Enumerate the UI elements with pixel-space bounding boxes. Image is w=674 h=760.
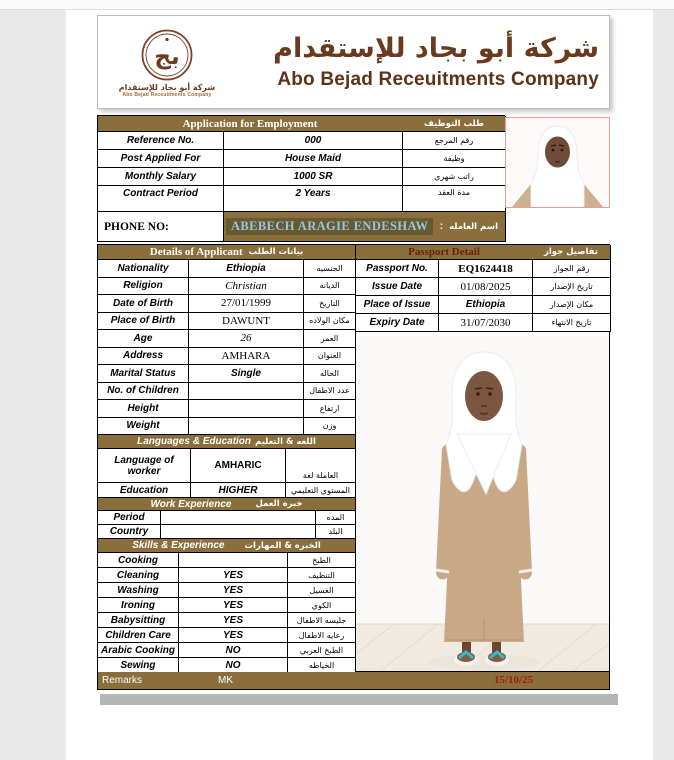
application-section-header <box>98 116 506 132</box>
remarks-date: 15/10/25 <box>494 674 534 686</box>
worker-name: ABEBECH ARAGIE ENDESHAW <box>226 218 433 235</box>
expiry-date-label-arabic: تاريخ الانتهاء <box>533 314 611 332</box>
passport-header-english: Passport Detail <box>408 246 480 258</box>
place-of-birth-value: DAWUNT <box>189 313 304 331</box>
country-value <box>161 525 316 539</box>
children-label-arabic: عدد الاطفال <box>304 383 356 401</box>
company-titles <box>236 31 609 93</box>
cleaning-value: YES <box>179 568 288 583</box>
company-logo <box>98 26 236 98</box>
date-of-birth-label: Date of Birth <box>98 295 189 313</box>
worker-name-bar <box>224 212 506 242</box>
education-label-arabic: المستوي التعليمي <box>286 483 356 498</box>
work-section-header <box>98 498 356 511</box>
date-of-birth-label-arabic: التاريخ <box>304 295 356 313</box>
passport-no-label-arabic: رقم الجواز <box>533 260 611 278</box>
full-body-photo-image <box>356 336 609 672</box>
date-of-birth-value: 27/01/1999 <box>189 295 304 313</box>
children-care-label-arabic: رعايه الاطفال <box>288 628 356 643</box>
children-value <box>189 383 304 401</box>
skills-header-arabic: الخبره & المهارات <box>244 540 321 551</box>
weight-value <box>189 418 304 436</box>
ironing-label-arabic: الكوي <box>288 598 356 613</box>
passport-no-label: Passport No. <box>356 260 439 278</box>
left-column <box>97 244 355 672</box>
place-of-birth-label-arabic: مكان الولاده <box>304 313 356 331</box>
marital-status-label: Marital Status <box>98 365 189 383</box>
application-table <box>97 115 505 212</box>
company-logo-emblem-icon <box>140 28 194 82</box>
reference-no-label: Reference No. <box>98 132 224 150</box>
education-label: Education <box>98 483 191 498</box>
logo-company-name-arabic: شركة أبو بجاد للإستقدام <box>118 83 216 92</box>
weight-label-arabic: وزن <box>304 418 356 436</box>
post-applied-label: Post Applied For <box>98 150 224 168</box>
issue-date-label-arabic: تاريخ الإصدار <box>533 278 611 296</box>
passport-photo-image <box>506 118 609 207</box>
period-label-arabic: المده <box>316 511 356 525</box>
passport-header-arabic: تفاصيل جواز <box>544 247 598 257</box>
details-table <box>97 244 355 435</box>
cooking-label: Cooking <box>98 553 179 568</box>
sewing-value: NO <box>179 658 288 673</box>
address-value: AMHARA <box>189 348 304 366</box>
height-value <box>189 400 304 418</box>
company-banner <box>97 15 610 109</box>
details-section-header <box>98 245 356 260</box>
worker-language-label-arabic: العاملة لغة <box>286 449 356 483</box>
monthly-salary-label-arabic: راتب شهري <box>403 168 506 186</box>
languages-section-header <box>98 435 356 449</box>
work-header-arabic: خبره العمل <box>255 499 303 509</box>
reference-no-value: 000 <box>224 132 403 150</box>
place-of-birth-label: Place of Birth <box>98 313 189 331</box>
children-label: No. of Children <box>98 383 189 401</box>
expiry-date-label: Expiry Date <box>356 314 439 332</box>
religion-value: Christian <box>189 278 304 296</box>
ironing-label: Ironing <box>98 598 179 613</box>
phone-no-label: PHONE NO: <box>98 212 224 242</box>
reference-no-label-arabic: رقم المرجع <box>403 132 506 150</box>
application-form <box>97 115 610 690</box>
post-applied-value: House Maid <box>224 150 403 168</box>
arabic-cooking-value: NO <box>179 643 288 658</box>
religion-label: Religion <box>98 278 189 296</box>
languages-header-arabic: اللغه & التعليم <box>255 436 316 447</box>
babysitting-label: Babysitting <box>98 613 179 628</box>
passport-no-value: EQ1624418 <box>439 260 533 278</box>
languages-header-english: Languages & Education <box>137 436 252 447</box>
religion-label-arabic: الديانه <box>304 278 356 296</box>
cooking-value <box>179 553 288 568</box>
phone-row <box>97 212 505 242</box>
monthly-salary-value: 1000 SR <box>224 168 403 186</box>
place-of-issue-label-arabic: مكان الإصدار <box>533 296 611 314</box>
right-column <box>355 244 610 672</box>
monthly-salary-label: Monthly Salary <box>98 168 224 186</box>
contract-period-label: Contract Period <box>98 186 224 212</box>
place-of-issue-label: Place of Issue <box>356 296 439 314</box>
age-label: Age <box>98 330 189 348</box>
nationality-label-arabic: الجنسيه <box>304 260 356 278</box>
expiry-date-value: 31/07/2030 <box>439 314 533 332</box>
svg-text:بج: بج <box>154 44 180 70</box>
post-applied-label-arabic: وظيفة <box>403 150 506 168</box>
babysitting-value: YES <box>179 613 288 628</box>
work-header-english: Work Experience <box>150 498 232 510</box>
passport-photo <box>505 117 610 208</box>
cooking-label-arabic: الطبخ <box>288 553 356 568</box>
cleaning-label-arabic: التنظيف <box>288 568 356 583</box>
company-title-arabic: شركة أبو بجاد للإستقدام <box>273 33 599 64</box>
worker-name-separator: : <box>439 221 444 232</box>
washing-value: YES <box>179 583 288 598</box>
worker-name-arabic-group <box>434 221 498 232</box>
issue-date-label: Issue Date <box>356 278 439 296</box>
document-page <box>66 10 653 760</box>
contract-period-value: 2 Years <box>224 186 403 212</box>
full-body-photo <box>355 332 610 672</box>
height-label-arabic: ارتفاع <box>304 400 356 418</box>
skills-header-english: Skills & Experience <box>132 540 225 551</box>
passport-section-header <box>356 245 611 260</box>
washing-label-arabic: الغسيل <box>288 583 356 598</box>
ironing-value: YES <box>179 598 288 613</box>
contract-period-label-arabic: مدة العقد <box>403 186 506 212</box>
logo-company-name-english: Abo Bejad Receuitments Company <box>122 92 212 98</box>
place-of-issue-value: Ethiopia <box>439 296 533 314</box>
worker-language-value: AMHARIC <box>191 449 286 483</box>
marital-status-label-arabic: الحاله <box>304 365 356 383</box>
application-header-english: Application for Employment <box>182 117 318 130</box>
education-value: HIGHER <box>191 483 286 498</box>
address-label: Address <box>98 348 189 366</box>
viewer-top-strip <box>0 0 674 10</box>
address-label-arabic: العنوان <box>304 348 356 366</box>
height-label: Height <box>98 400 189 418</box>
nationality-label: Nationality <box>98 260 189 278</box>
age-label-arabic: العمر <box>304 330 356 348</box>
worker-language-label: Language of worker <box>98 449 191 483</box>
cleaning-label: Cleaning <box>98 568 179 583</box>
sewing-label: Sewing <box>98 658 179 673</box>
babysitting-label-arabic: جليسه الاطفال <box>288 613 356 628</box>
details-header-english: Details of Applicant <box>149 246 243 258</box>
nationality-value: Ethiopia <box>189 260 304 278</box>
arabic-cooking-label-arabic: الطبخ العربي <box>288 643 356 658</box>
work-experience-table <box>97 498 355 539</box>
country-label: Country <box>98 525 161 539</box>
worker-name-label-arabic: اسم العامله <box>449 221 498 232</box>
skills-section-header <box>98 539 356 553</box>
weight-label: Weight <box>98 418 189 436</box>
remarks-value: MK <box>218 675 233 686</box>
sewing-label-arabic: الخياطه <box>288 658 356 673</box>
passport-table <box>355 244 610 332</box>
period-value <box>161 511 316 525</box>
issue-date-value: 01/08/2025 <box>439 278 533 296</box>
marital-status-value: Single <box>189 365 304 383</box>
washing-label: Washing <box>98 583 179 598</box>
remarks-label: Remarks <box>102 675 143 686</box>
arabic-cooking-label: Arabic Cooking <box>98 643 179 658</box>
country-label-arabic: البلد <box>316 525 356 539</box>
skills-table <box>97 539 355 673</box>
languages-table <box>97 435 355 498</box>
remarks-bar <box>97 672 610 690</box>
page-shadow-strip <box>100 694 618 705</box>
age-value: 26 <box>189 330 304 348</box>
period-label: Period <box>98 511 161 525</box>
details-header-arabic: بيانات الطلب <box>248 247 304 257</box>
application-header-arabic: طلب التوظيف <box>424 118 484 129</box>
children-care-label: Children Care <box>98 628 179 643</box>
form-body <box>97 244 610 672</box>
company-title-english: Abo Bejad Receuitments Company <box>277 69 599 90</box>
children-care-value: YES <box>179 628 288 643</box>
